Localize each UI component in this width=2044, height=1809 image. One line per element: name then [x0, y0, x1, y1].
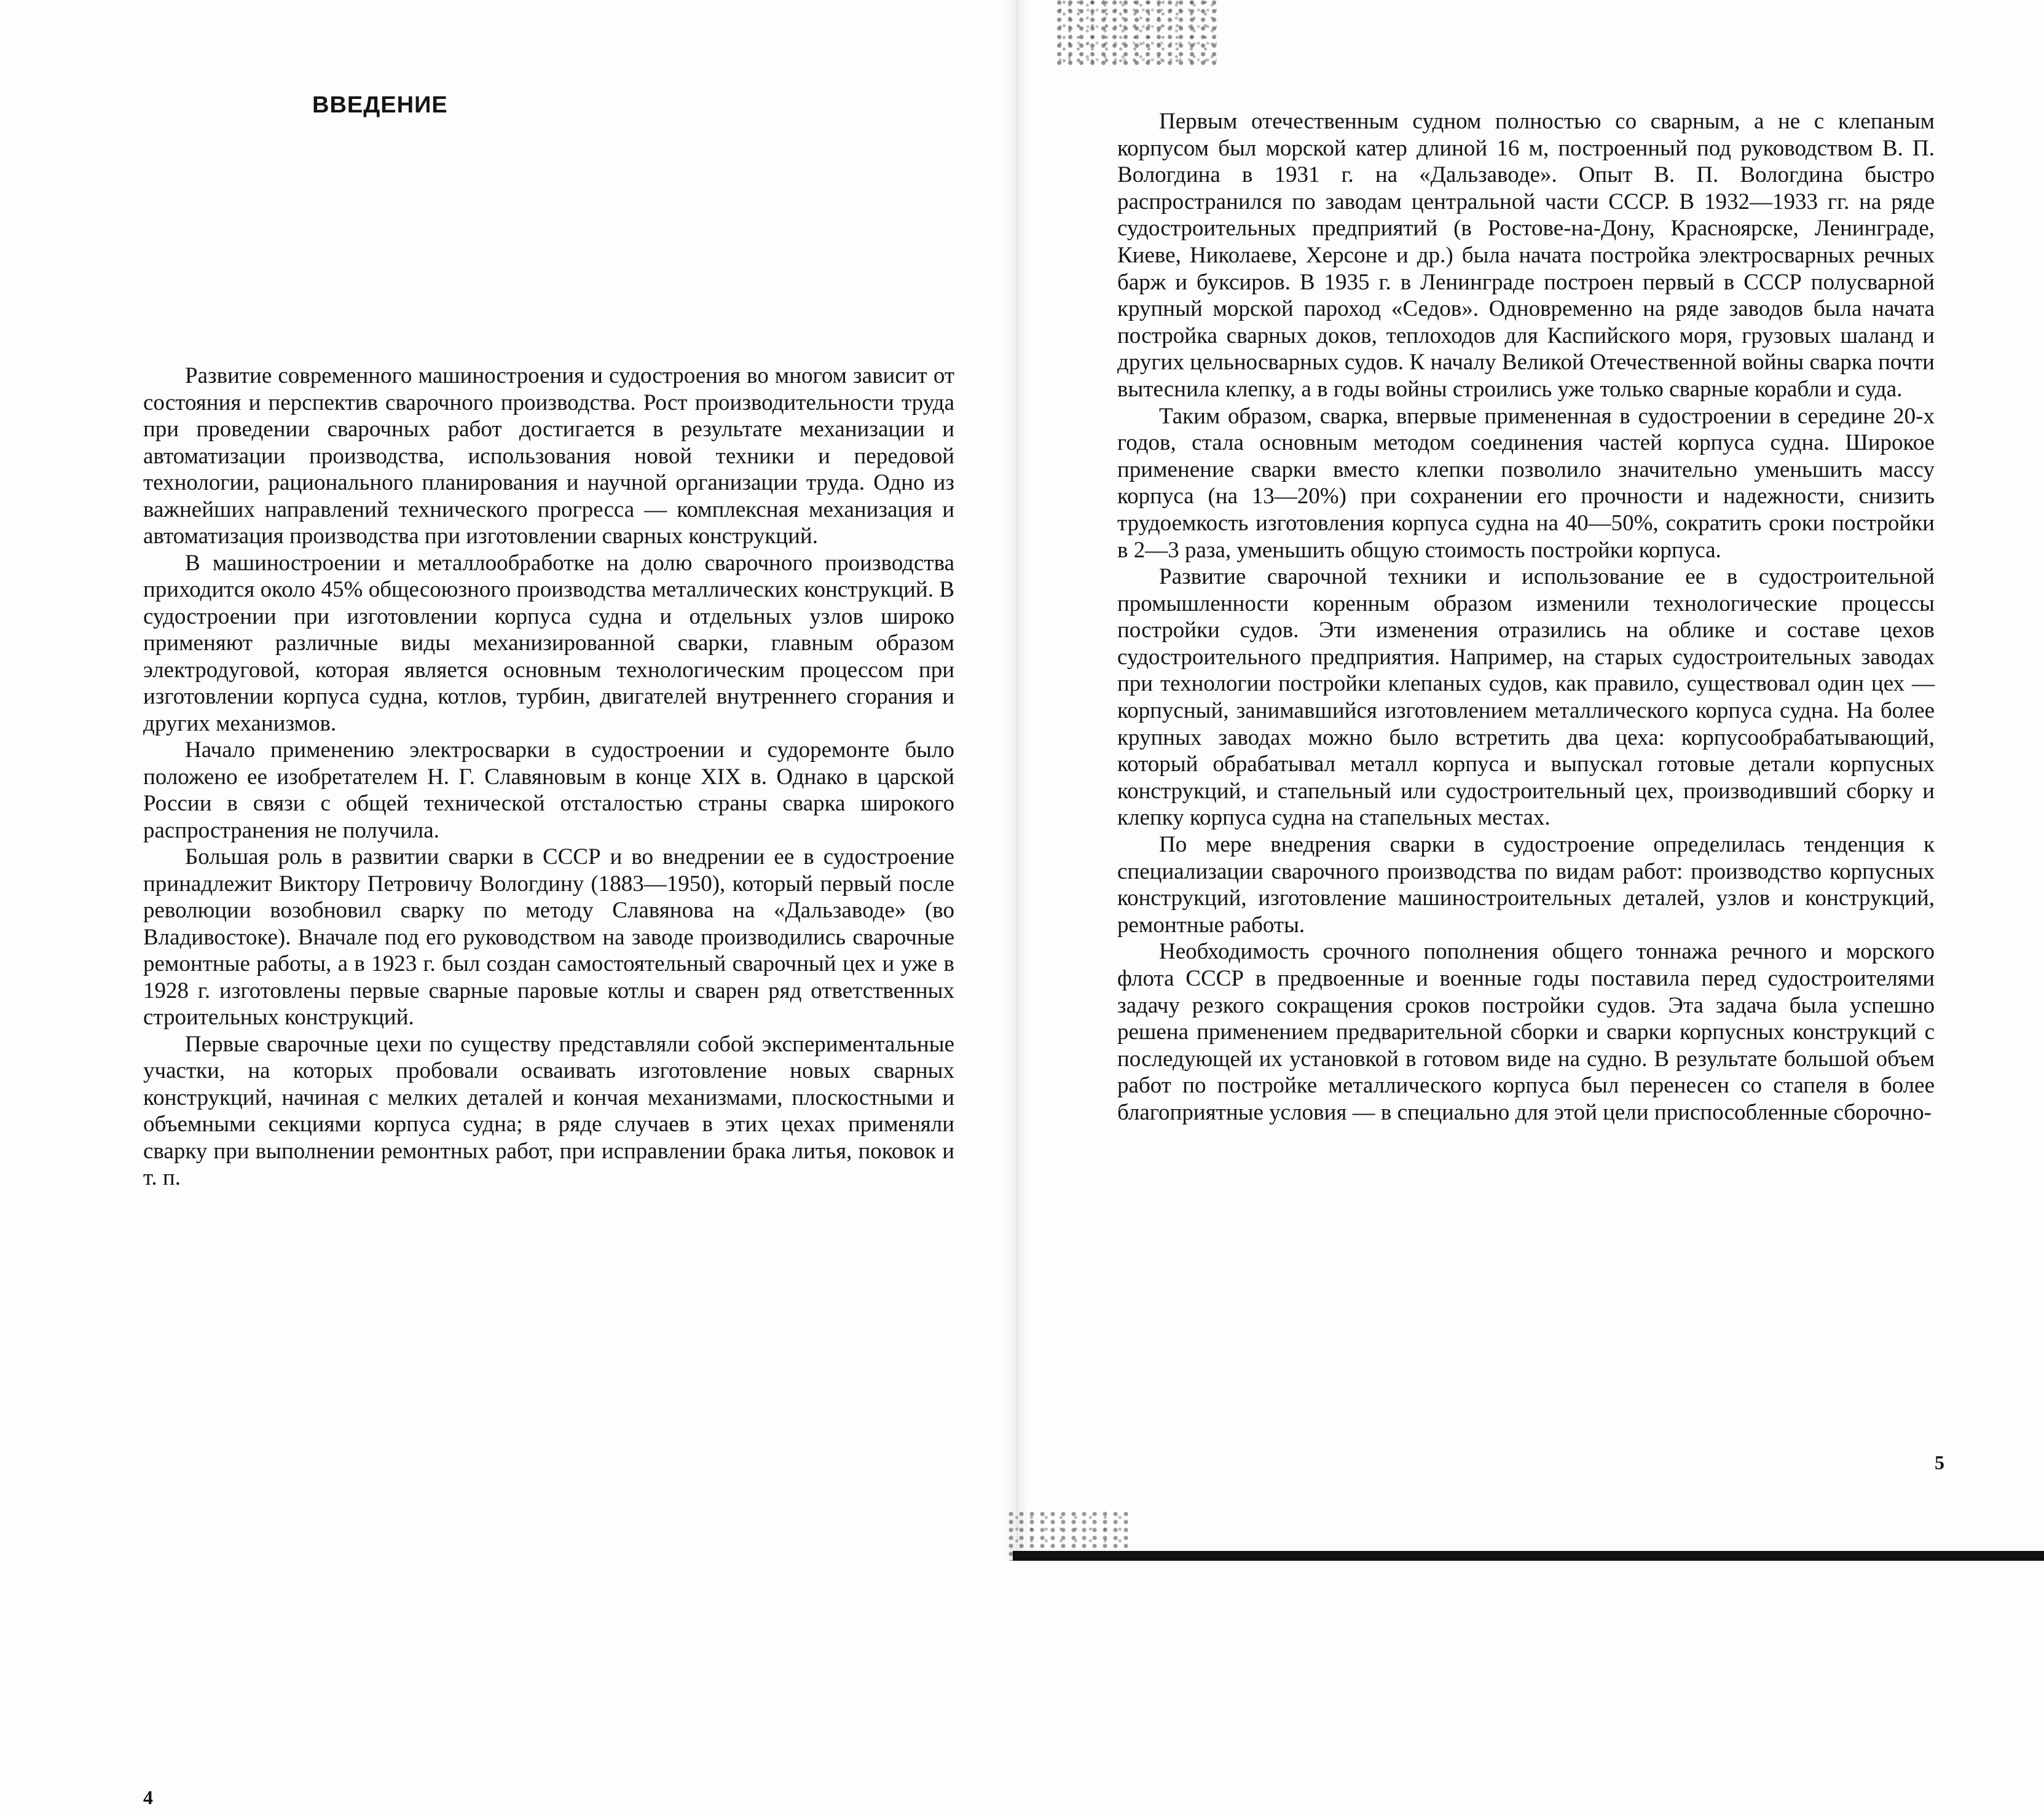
- right-page-text: [1117, 108, 1935, 1126]
- paragraph: В машиностроении и металлообработке на долю сварочного производства приходится около 45% общесоюзного производства металлических конструкций. В судостроении при изготовлении корпуса судна и отдельных узлов широко применяют различные виды механизированной сварки, главным образом электродуговой, которая является основным технологическим процессом при изготовлении корпуса судна, котлов, турбин, двигателей внутреннего сгорания и других механизмов.: [143, 550, 954, 736]
- paragraph: По мере внедрения сварки в судостроение определилась тенденция к специализации сварочного производства по видам работ: производство корпусных конструкций, изготовление машиностроительных деталей, узлов и конструкций, ремонтные работы.: [1117, 832, 1935, 938]
- left-page-text: [143, 363, 954, 1808]
- paragraph: Большая роль в развитии сварки в СССР и во внедрении ее в судостроение принадлежит Виктору Петровичу Вологдину (1883—1950), который первый после революции возобновил сварку по методу Славянова на «Дальзаводе» (во Владивостоке). Вначале под его руководством на заводе производились сварочные ремонтные работы, а в 1923 г. был создан самостоятельный сварочный цех и уже в 1928 г. изготовлены первые сварные паровые котлы и сварен ряд ответственных строительных конструкций.: [143, 844, 954, 1030]
- paragraph: Развитие современного машиностроения и судостроения во многом зависит от состояния и перспектив сварочного производства. Рост производительности труда при проведении сварочных работ достигается в результате механизации и автоматизации производства, использования новой техники и передовой технологии, рационального планирования и научной организации труда. Одно из важнейших направлений технического прогресса — комплексная механизация и автоматизация производства при изготовлении сварных конструкций.: [143, 363, 954, 549]
- right-page: [1017, 0, 2044, 1561]
- paragraph: Таким образом, сварка, впервые примененная в судостроении в середине 20-х годов, стала основным методом соединения частей корпуса судна. Широкое применение сварки вместо клепки позволило значительно уменьшить массу корпуса (на 13—20%) при сохранении его прочности и надежности, снизить трудоемкость изготовления корпуса судна на 40—50%, сократить сроки постройки в 2—3 раза, уменьшить общую стоимость постройки корпуса.: [1117, 403, 1935, 563]
- page-number: 4: [143, 1786, 153, 1808]
- paragraph: Первые сварочные цехи по существу представляли собой экспериментальные участки, на которых пробовали осваивать изготовление новых сварных конструкций, начиная с мелких деталей и кончая механизмами, плоскостными и объемными секциями корпуса судна; в ряде случаев в этих цехах применяли сварку при выполнении ремонтных работ, при исправлении брака литья, поковок и т. п.: [143, 1031, 954, 1190]
- left-page: [0, 0, 1017, 1808]
- paragraph: Развитие сварочной техники и использование ее в судостроительной промышленности коренным образом изменили технологические процессы постройки судов. Эти изменения отразились на облике и составе цехов судостроительного предприятия. Например, на старых судостроительных заводах при технологии постройки клепаных судов, как правило, существовал один цех — корпусный, занимавшийся изготовлением металлического корпуса судна. На более крупных заводах можно было встретить два цеха: корпусообрабатывающий, который обрабатывал металл корпуса и выпускал готовые детали корпусных конструкций, и стапельный или судостроительный цех, производивший сборку и клепку корпуса судна на стапельных местах.: [1117, 564, 1935, 831]
- page-number: 5: [1935, 1451, 1944, 1473]
- chapter-heading: ВВЕДЕНИЕ: [312, 92, 448, 118]
- paragraph: Необходимость срочного пополнения общего тоннажа речного и морского флота СССР в предвоенные и военные годы поставила перед судостроителями задачу резкого сокращения сроков постройки судов. Эта задача была успешно решена применением предварительной сборки и сварки корпусных конструкций с последующей их установкой в готовом виде на судно. В результате большой объем работ по постройке металлического корпуса был перенесен со стапеля в более благоприятные условия — в специально для этой цели приспособленные сборочно-: [1117, 939, 1935, 1125]
- paragraph: Начало применению электросварки в судостроении и судоремонте было положено ее изобретателем Н. Г. Славяновым в конце XIX в. Однако в царской России в связи с общей технической отсталостью страны сварка широкого распространения не получила.: [143, 737, 954, 843]
- paragraph: Первым отечественным судном полностью со сварным, а не с клепаным корпусом был морской катер длиной 16 м, построенный под руководством В. П. Вологдина в 1931 г. на «Дальзаводе». Опыт В. П. Вологдина быстро распространился по заводам центральной части СССР. В 1932—1933 гг. на ряде судостроительных предприятий (в Ростове-на-Дону, Красноярске, Ленинграде, Киеве, Николаеве, Херсоне и др.) была начата постройка электросварных речных барж и буксиров. В 1935 г. в Ленинграде построен первый в СССР полусварной крупный морской пароход «Седов». Одновременно на ряде заводов была начата постройка сварных доков, теплоходов для Каспийского моря, грузовых шаланд и других цельносварных судов. К началу Великой Отечественной войны сварка почти вытеснила клепку, а в годы войны строились уже только сварные корабли и суда.: [1117, 109, 1935, 402]
